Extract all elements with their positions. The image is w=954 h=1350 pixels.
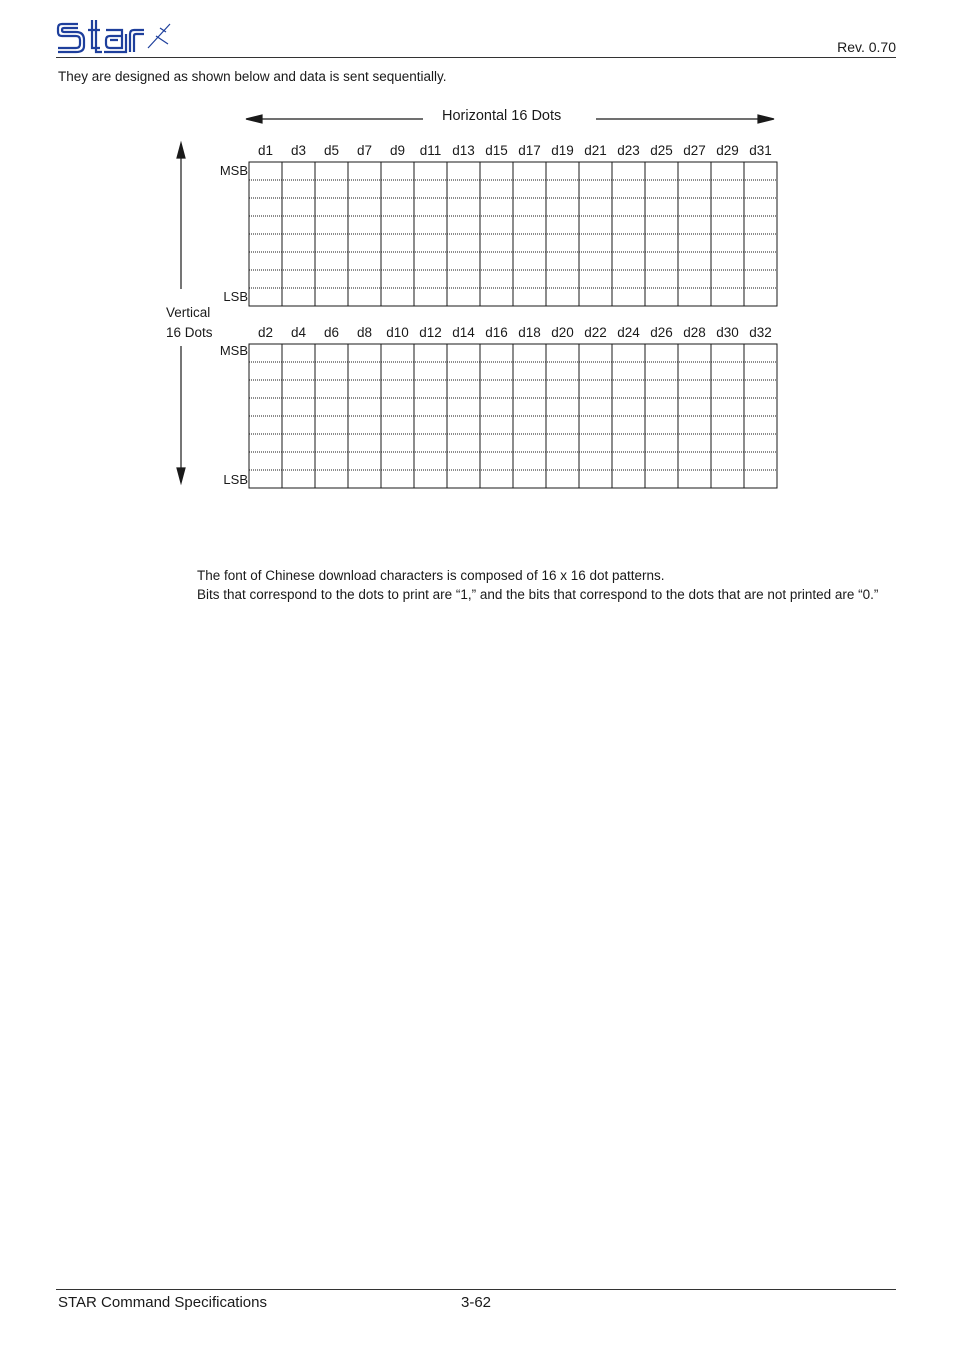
column-header: d31: [749, 143, 772, 158]
column-header: d19: [551, 143, 574, 158]
footer-title: STAR Command Specifications: [58, 1294, 267, 1311]
column-header: d28: [683, 325, 706, 340]
column-header: d26: [650, 325, 673, 340]
column-header: d20: [551, 325, 574, 340]
vertical-label-line2: 16 Dots: [166, 325, 213, 340]
upper-msb-label: MSB: [219, 163, 248, 178]
lower-msb-label: MSB: [219, 343, 248, 358]
notes-block: [197, 568, 887, 606]
column-header: d12: [419, 325, 442, 340]
column-header: d29: [716, 143, 739, 158]
column-header: d24: [617, 325, 640, 340]
column-header: d6: [323, 325, 340, 340]
column-header: d25: [650, 143, 673, 158]
column-header: d27: [683, 143, 706, 158]
lower-dot-grid: [248, 343, 780, 491]
revision-label: Rev. 0.70: [837, 39, 896, 55]
column-header: d18: [518, 325, 541, 340]
column-header: d13: [452, 143, 475, 158]
note-paragraph: The font of Chinese download characters is composed of 16 x 16 dot patterns.: [197, 568, 665, 583]
column-header: d3: [290, 143, 307, 158]
footer-divider: [56, 1289, 896, 1290]
column-header: d11: [419, 143, 442, 158]
column-header: d23: [617, 143, 640, 158]
column-header: d17: [518, 143, 541, 158]
column-header: d15: [485, 143, 508, 158]
column-header: d1: [257, 143, 274, 158]
vertical-label-line1: Vertical: [166, 305, 211, 320]
horizontal-dots-label: Horizontal 16 Dots: [442, 108, 562, 124]
page-number: 3-62: [461, 1294, 492, 1311]
vertical-dots-label: [166, 303, 213, 343]
column-header: d10: [386, 325, 409, 340]
column-header: d7: [356, 143, 373, 158]
lower-lsb-label: LSB: [223, 472, 248, 487]
column-header: d5: [323, 143, 340, 158]
column-header: d2: [257, 325, 274, 340]
upper-lsb-label: LSB: [223, 289, 248, 304]
note-paragraph: Bits that correspond to the dots to print are “1,” and the bits that correspond to the dots that are not printed are “0.”: [197, 587, 879, 602]
column-header: d16: [485, 325, 508, 340]
column-header: d14: [452, 325, 475, 340]
column-header: d21: [584, 143, 607, 158]
column-header: d32: [749, 325, 772, 340]
column-header: d4: [290, 325, 307, 340]
upper-dot-grid: [248, 161, 780, 309]
column-header: d22: [584, 325, 607, 340]
column-header: d9: [389, 143, 406, 158]
column-header: d8: [356, 325, 373, 340]
intro-text: They are designed as shown below and data is sent sequentially.: [58, 69, 447, 84]
column-header: d30: [716, 325, 739, 340]
